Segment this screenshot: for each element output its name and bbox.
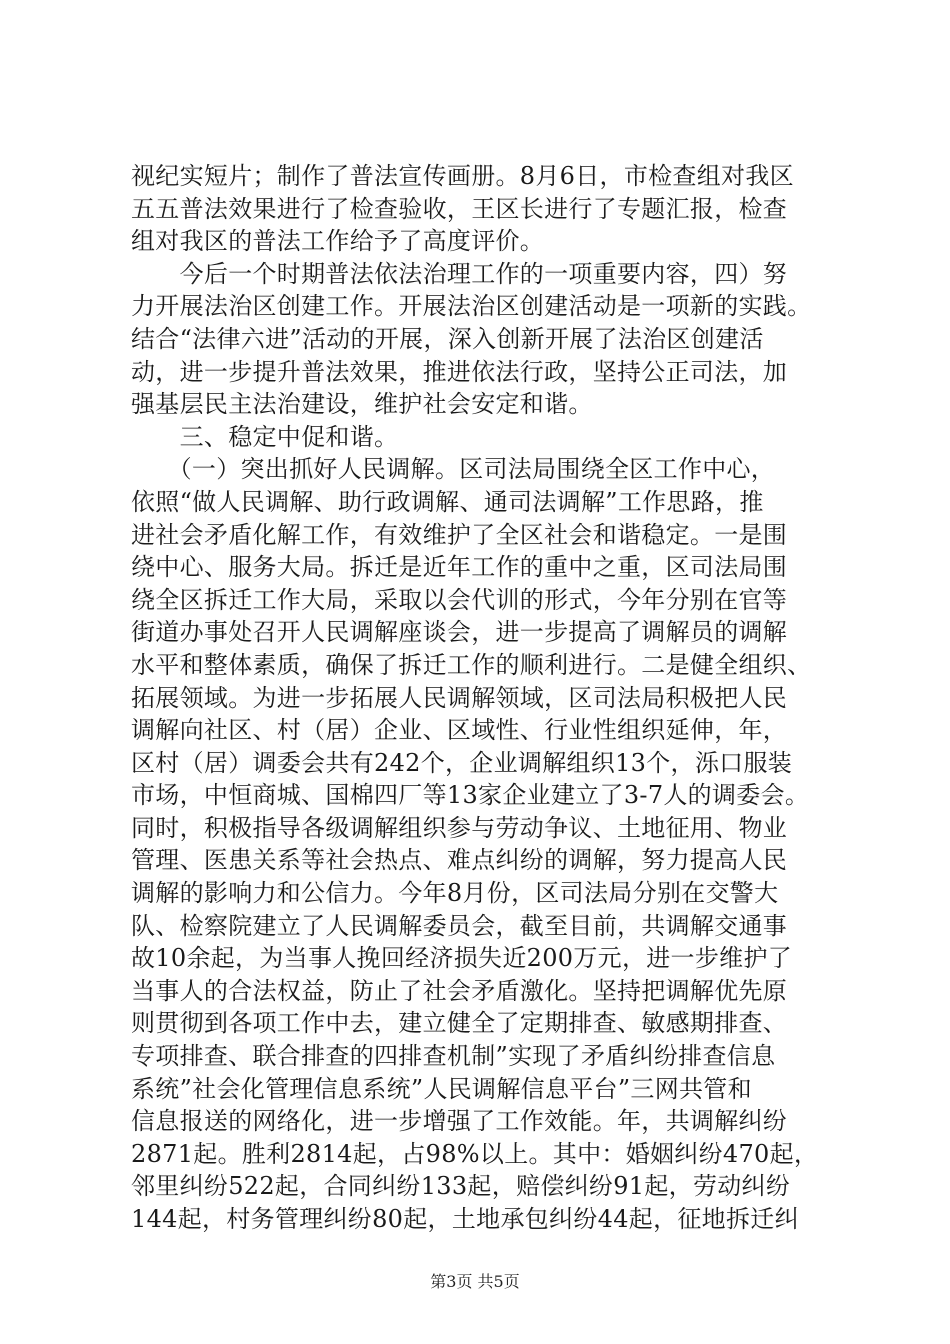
text-line: 绕全区拆迁工作大局，采取以会代训的形式，今年分别在官等 xyxy=(131,585,788,614)
text-line: 拓展领域。为进一步拓展人民调解领域，区司法局积极把人民 xyxy=(131,683,788,712)
text-line: 依照“做人民调解、助行政调解、通司法调解”工作思路，推 xyxy=(131,487,764,516)
text-line: 水平和整体素质，确保了拆迁工作的顺利进行。二是健全组织、 xyxy=(131,650,812,679)
text-line: 调解向社区、村（居）企业、区域性、行业性组织延伸，年， xyxy=(131,716,788,745)
text-line: 故10余起，为当事人挽回经济损失近200万元，进一步维护了 xyxy=(131,944,793,973)
text-line: 市场，中恒商城、国棉四厂等13家企业建立了3-7人的调委会。 xyxy=(131,781,810,810)
text-line: 同时，积极指导各级调解组织参与劳动争议、土地征用、物业 xyxy=(131,813,788,842)
text-line: 专项排查、联合排查的四排查机制”实现了矛盾纠纷排查信息 xyxy=(131,1042,776,1071)
page-number: 第3页 共5页 xyxy=(430,1272,520,1291)
text-line: 五五普法效果进行了检查验收，王区长进行了专题汇报，检查 xyxy=(131,194,788,223)
text-line: 系统”社会化管理信息系统”人民调解信息平台”三网共管和 xyxy=(131,1074,752,1103)
text-line: 当事人的合法权益，防止了社会矛盾激化。坚持把调解优先原 xyxy=(131,976,788,1005)
text-line: 今后一个时期普法依法治理工作的一项重要内容，四）努 xyxy=(131,259,788,288)
text-line: 强基层民主法治建设，维护社会安定和谐。 xyxy=(131,390,593,419)
text-line: 力开展法治区创建工作。开展法治区创建活动是一项新的实践。 xyxy=(131,292,812,321)
document-body xyxy=(131,160,851,1236)
text-line: 调解的影响力和公信力。今年8月份，区司法局分别在交警大 xyxy=(131,879,779,908)
text-line: 管理、医患关系等社会热点、难点纠纷的调解，努力提高人民 xyxy=(131,846,788,875)
text-line: 区村（居）调委会共有242个，企业调解组织13个，泺口服装 xyxy=(131,748,793,777)
text-line: 绕中心、服务大局。拆迁是近年工作的重中之重，区司法局围 xyxy=(131,553,788,582)
text-line: 2871起。胜利2814起，占98%以上。其中：婚姻纠纷470起， xyxy=(131,1139,819,1168)
text-line: 进社会矛盾化解工作，有效维护了全区社会和谐稳定。一是围 xyxy=(131,520,788,549)
text-line: （一）突出抓好人民调解。区司法局围绕全区工作中心， xyxy=(131,455,776,484)
text-line: 邻里纠纷522起，合同纠纷133起，赔偿纠纷91起，劳动纠纷 xyxy=(131,1172,791,1201)
text-line: 组对我区的普法工作给予了高度评价。 xyxy=(131,227,545,256)
text-line: 街道办事处召开人民调解座谈会，进一步提高了调解员的调解 xyxy=(131,618,788,647)
text-line: 144起，村务管理纠纷80起，土地承包纠纷44起，征地拆迁纠 xyxy=(131,1205,799,1233)
section-heading: 三、稳定中促和谐。 xyxy=(131,422,399,451)
text-line: 结合“法律六进”活动的开展，深入创新开展了法治区创建活 xyxy=(131,324,764,353)
text-line: 视纪实短片；制作了普法宣传画册。8月6日，市检查组对我区 xyxy=(131,162,794,190)
text-line: 队、检察院建立了人民调解委员会，截至目前，共调解交通事 xyxy=(131,911,788,940)
text-line: 动，进一步提升普法效果，推进依法行政，坚持公正司法，加 xyxy=(131,357,788,386)
text-line: 则贯彻到各项工作中去，建立健全了定期排查、敏感期排查、 xyxy=(131,1009,788,1038)
text-line: 信息报送的网络化，进一步增强了工作效能。年，共调解纠纷 xyxy=(131,1107,788,1136)
